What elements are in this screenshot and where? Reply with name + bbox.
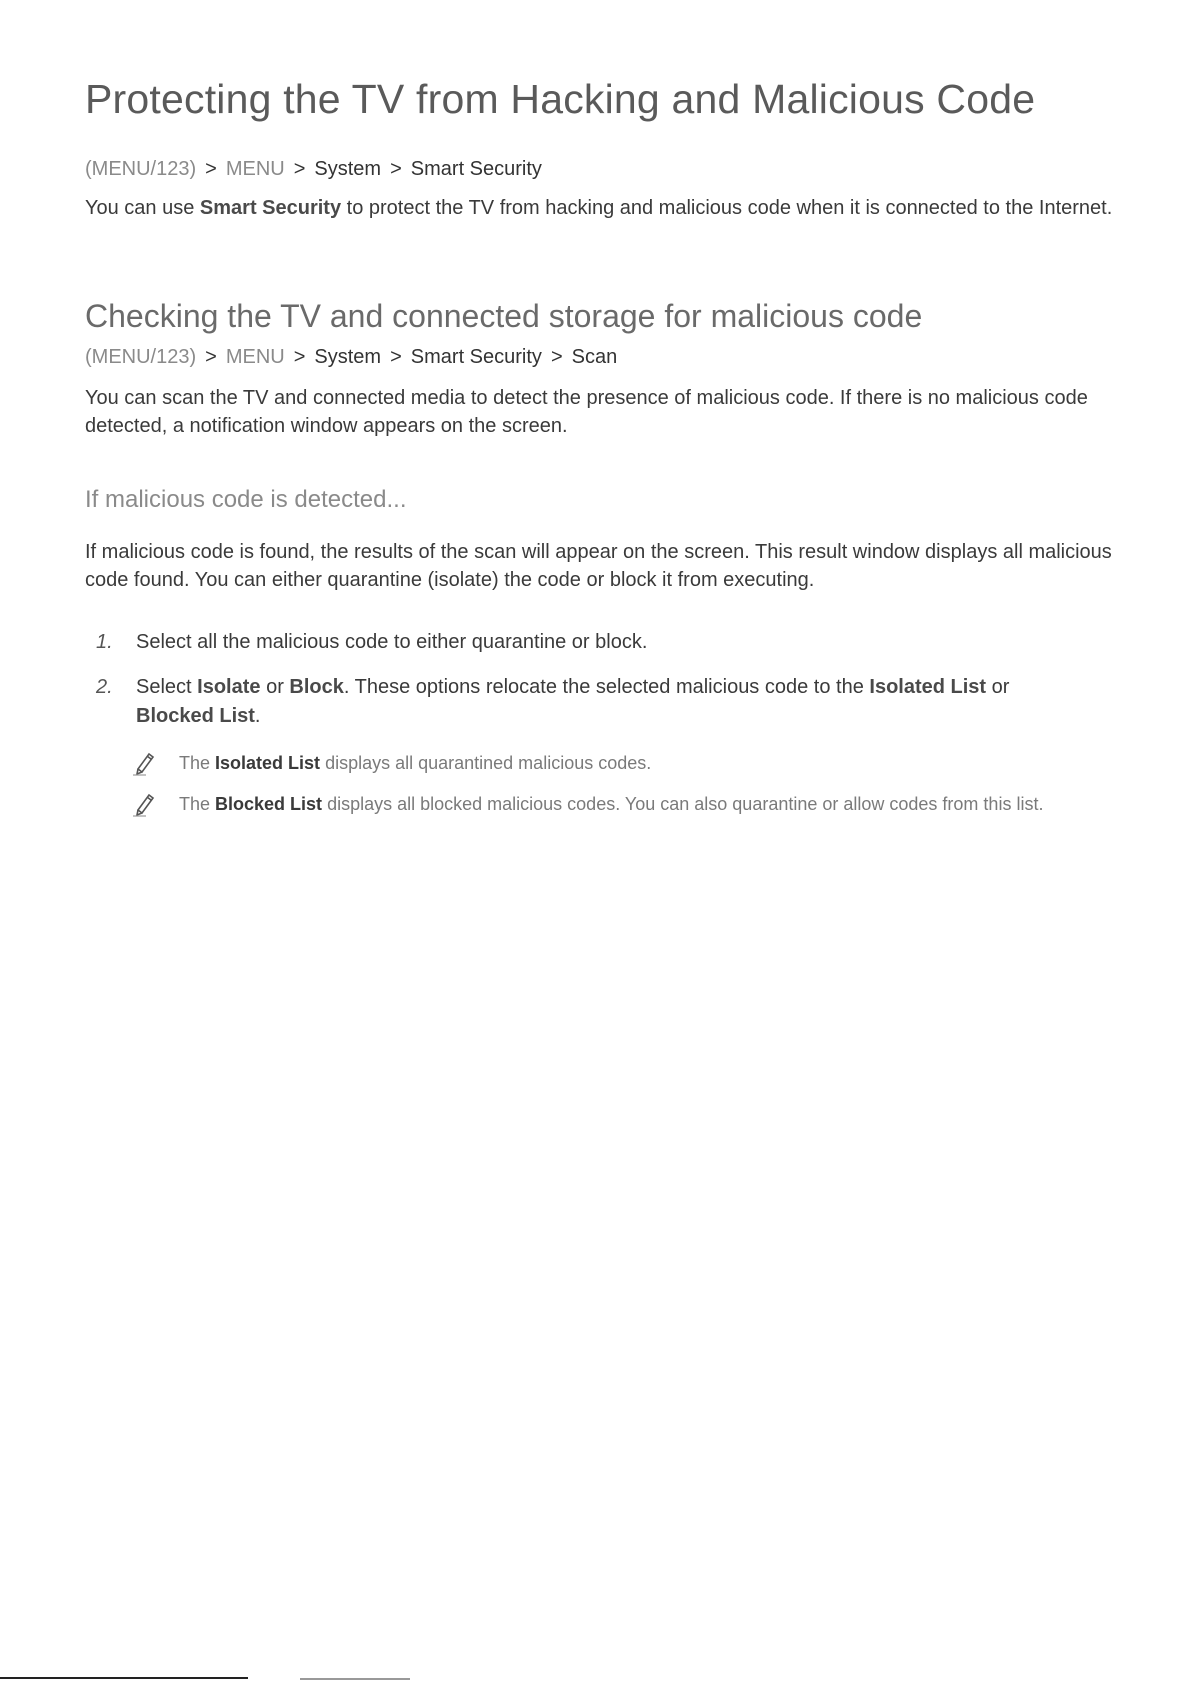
step-number: 2. [96,676,113,698]
step-text-part: . These options relocate the selected malicious code to the [343,676,870,698]
step-text: Select all the malicious code to either quarantine or block. [136,631,648,653]
path-separator: > [293,158,306,180]
note-text-part: displays all blocked malicious codes. You can also quarantine or allow codes from this list. [322,794,1044,814]
menu-path-item-system: System [314,346,382,368]
menu-path-item-scan: Scan [571,346,618,368]
section-title-checking: Checking the TV and connected storage for malicious code [85,298,923,334]
menu-path-root: (MENU/123) [85,158,197,180]
section-title-detected: If malicious code is detected... [85,486,407,513]
menu-path-smart-security [85,158,542,181]
pencil-icon [130,789,158,817]
menu-path-item-menu: MENU [225,158,285,180]
path-separator: > [293,346,306,368]
page-title: Protecting the TV from Hacking and Malicious Code [85,76,1036,122]
path-separator: > [205,346,217,368]
note-text-part: The [179,794,216,814]
note-bold-isolated-list: Isolated List [215,753,321,773]
path-separator: > [390,346,402,368]
step-number: 1. [96,631,113,653]
path-separator: > [390,158,402,180]
step-text [136,673,1136,731]
step-text-part: Select [136,676,198,698]
section3-paragraph: If malicious code is found, the results of the scan will appear on the screen. This result window displays all malicious code found. You can either quarantine (isolate) the code or block it from executing. [85,541,1112,591]
note-text-part: The [179,753,216,773]
step-bold-blocked-list: Blocked List [136,705,255,727]
step-bold-isolated-list: Isolated List [869,676,987,698]
intro-text-1: You can use [85,197,200,219]
footer-mark [300,1678,410,1680]
note-text-part: displays all quarantined malicious codes. [320,753,652,773]
note-bold-blocked-list: Blocked List [215,794,323,814]
step-bold-isolate: Isolate [197,676,261,698]
menu-path-item-smart-security: Smart Security [410,158,542,180]
step-text-part: or [260,676,290,698]
intro-bold-smart-security: Smart Security [199,197,342,219]
intro-text-2: to protect the TV from hacking and malicious code when it is connected to the Internet. [341,197,1113,219]
menu-path-scan [85,346,617,369]
menu-path-root: (MENU/123) [85,346,197,368]
note-text [179,791,1119,817]
step-text-part: or [986,676,1010,698]
step-text-part: . [254,705,261,727]
intro-paragraph [85,194,1125,222]
path-separator: > [550,346,563,368]
section2-paragraph: You can scan the TV and connected media to detect the presence of malicious code. If there is no malicious code detected, a notification window appears on the screen. [85,387,1088,437]
path-separator: > [205,158,217,180]
menu-path-item-smart-security: Smart Security [410,346,542,368]
menu-path-item-system: System [314,158,382,180]
footer-rule [0,1677,248,1679]
step-bold-block: Block [289,676,344,698]
menu-path-item-menu: MENU [225,346,285,368]
pencil-icon [130,748,158,776]
note-text [179,750,1119,776]
